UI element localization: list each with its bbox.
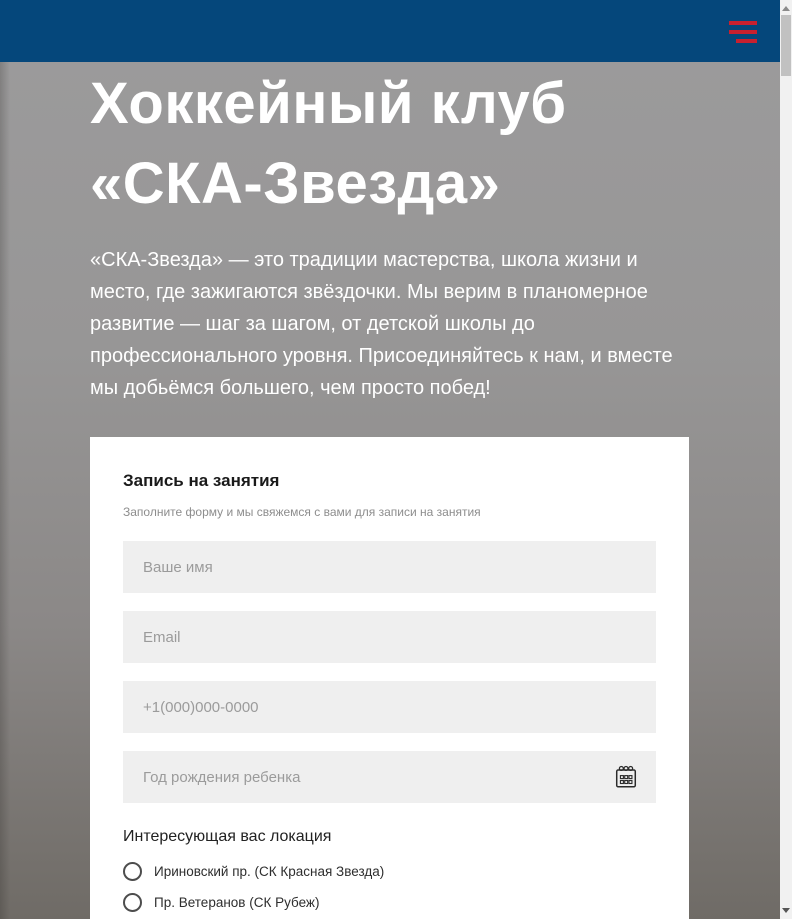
signup-form-card	[90, 437, 689, 919]
radio-button-icon[interactable]	[123, 893, 142, 912]
radio-option-veteranov[interactable]	[123, 893, 656, 912]
email-input[interactable]	[123, 611, 656, 663]
birth-year-input[interactable]	[123, 751, 656, 803]
hamburger-icon[interactable]	[729, 21, 757, 43]
page-title: Хоккейный клуб «СКА-Звезда»	[90, 71, 567, 216]
name-input[interactable]	[123, 541, 656, 593]
location-label: Интересующая вас локация	[123, 828, 332, 845]
form-title: Запись на занятия	[123, 471, 280, 490]
hamburger-bar	[729, 21, 757, 25]
hero-description: «СКА-Звезда» — это традиции мастерства, школа жизни и место, где зажигаются звёздочки. Мы верим в планомерное развитие — шаг за шагом, от детской школы до профессионального уровня. Присоединяйтесь к нам, и вместе мы добьёмся большего, чем просто побед!	[90, 249, 673, 399]
hamburger-bar	[736, 39, 757, 43]
radio-option-label: Ириновский пр. (СК Красная Звезда)	[154, 864, 385, 879]
radio-option-irinovsky[interactable]	[123, 862, 656, 881]
scroll-up-arrow-icon[interactable]	[782, 6, 790, 11]
scroll-down-arrow-icon[interactable]	[782, 908, 790, 913]
phone-input[interactable]	[123, 681, 656, 733]
radio-option-label: Пр. Ветеранов (СК Рубеж)	[154, 895, 320, 910]
form-subtitle: Заполните форму и мы свяжемся с вами для записи на занятия	[123, 505, 481, 519]
scrollbar-thumb[interactable]	[781, 15, 791, 76]
hamburger-bar	[729, 30, 757, 34]
vertical-scrollbar[interactable]	[780, 0, 792, 919]
calendar-icon[interactable]	[613, 764, 639, 790]
birth-year-field	[123, 751, 656, 803]
radio-button-icon[interactable]	[123, 862, 142, 881]
top-navbar	[0, 0, 780, 62]
